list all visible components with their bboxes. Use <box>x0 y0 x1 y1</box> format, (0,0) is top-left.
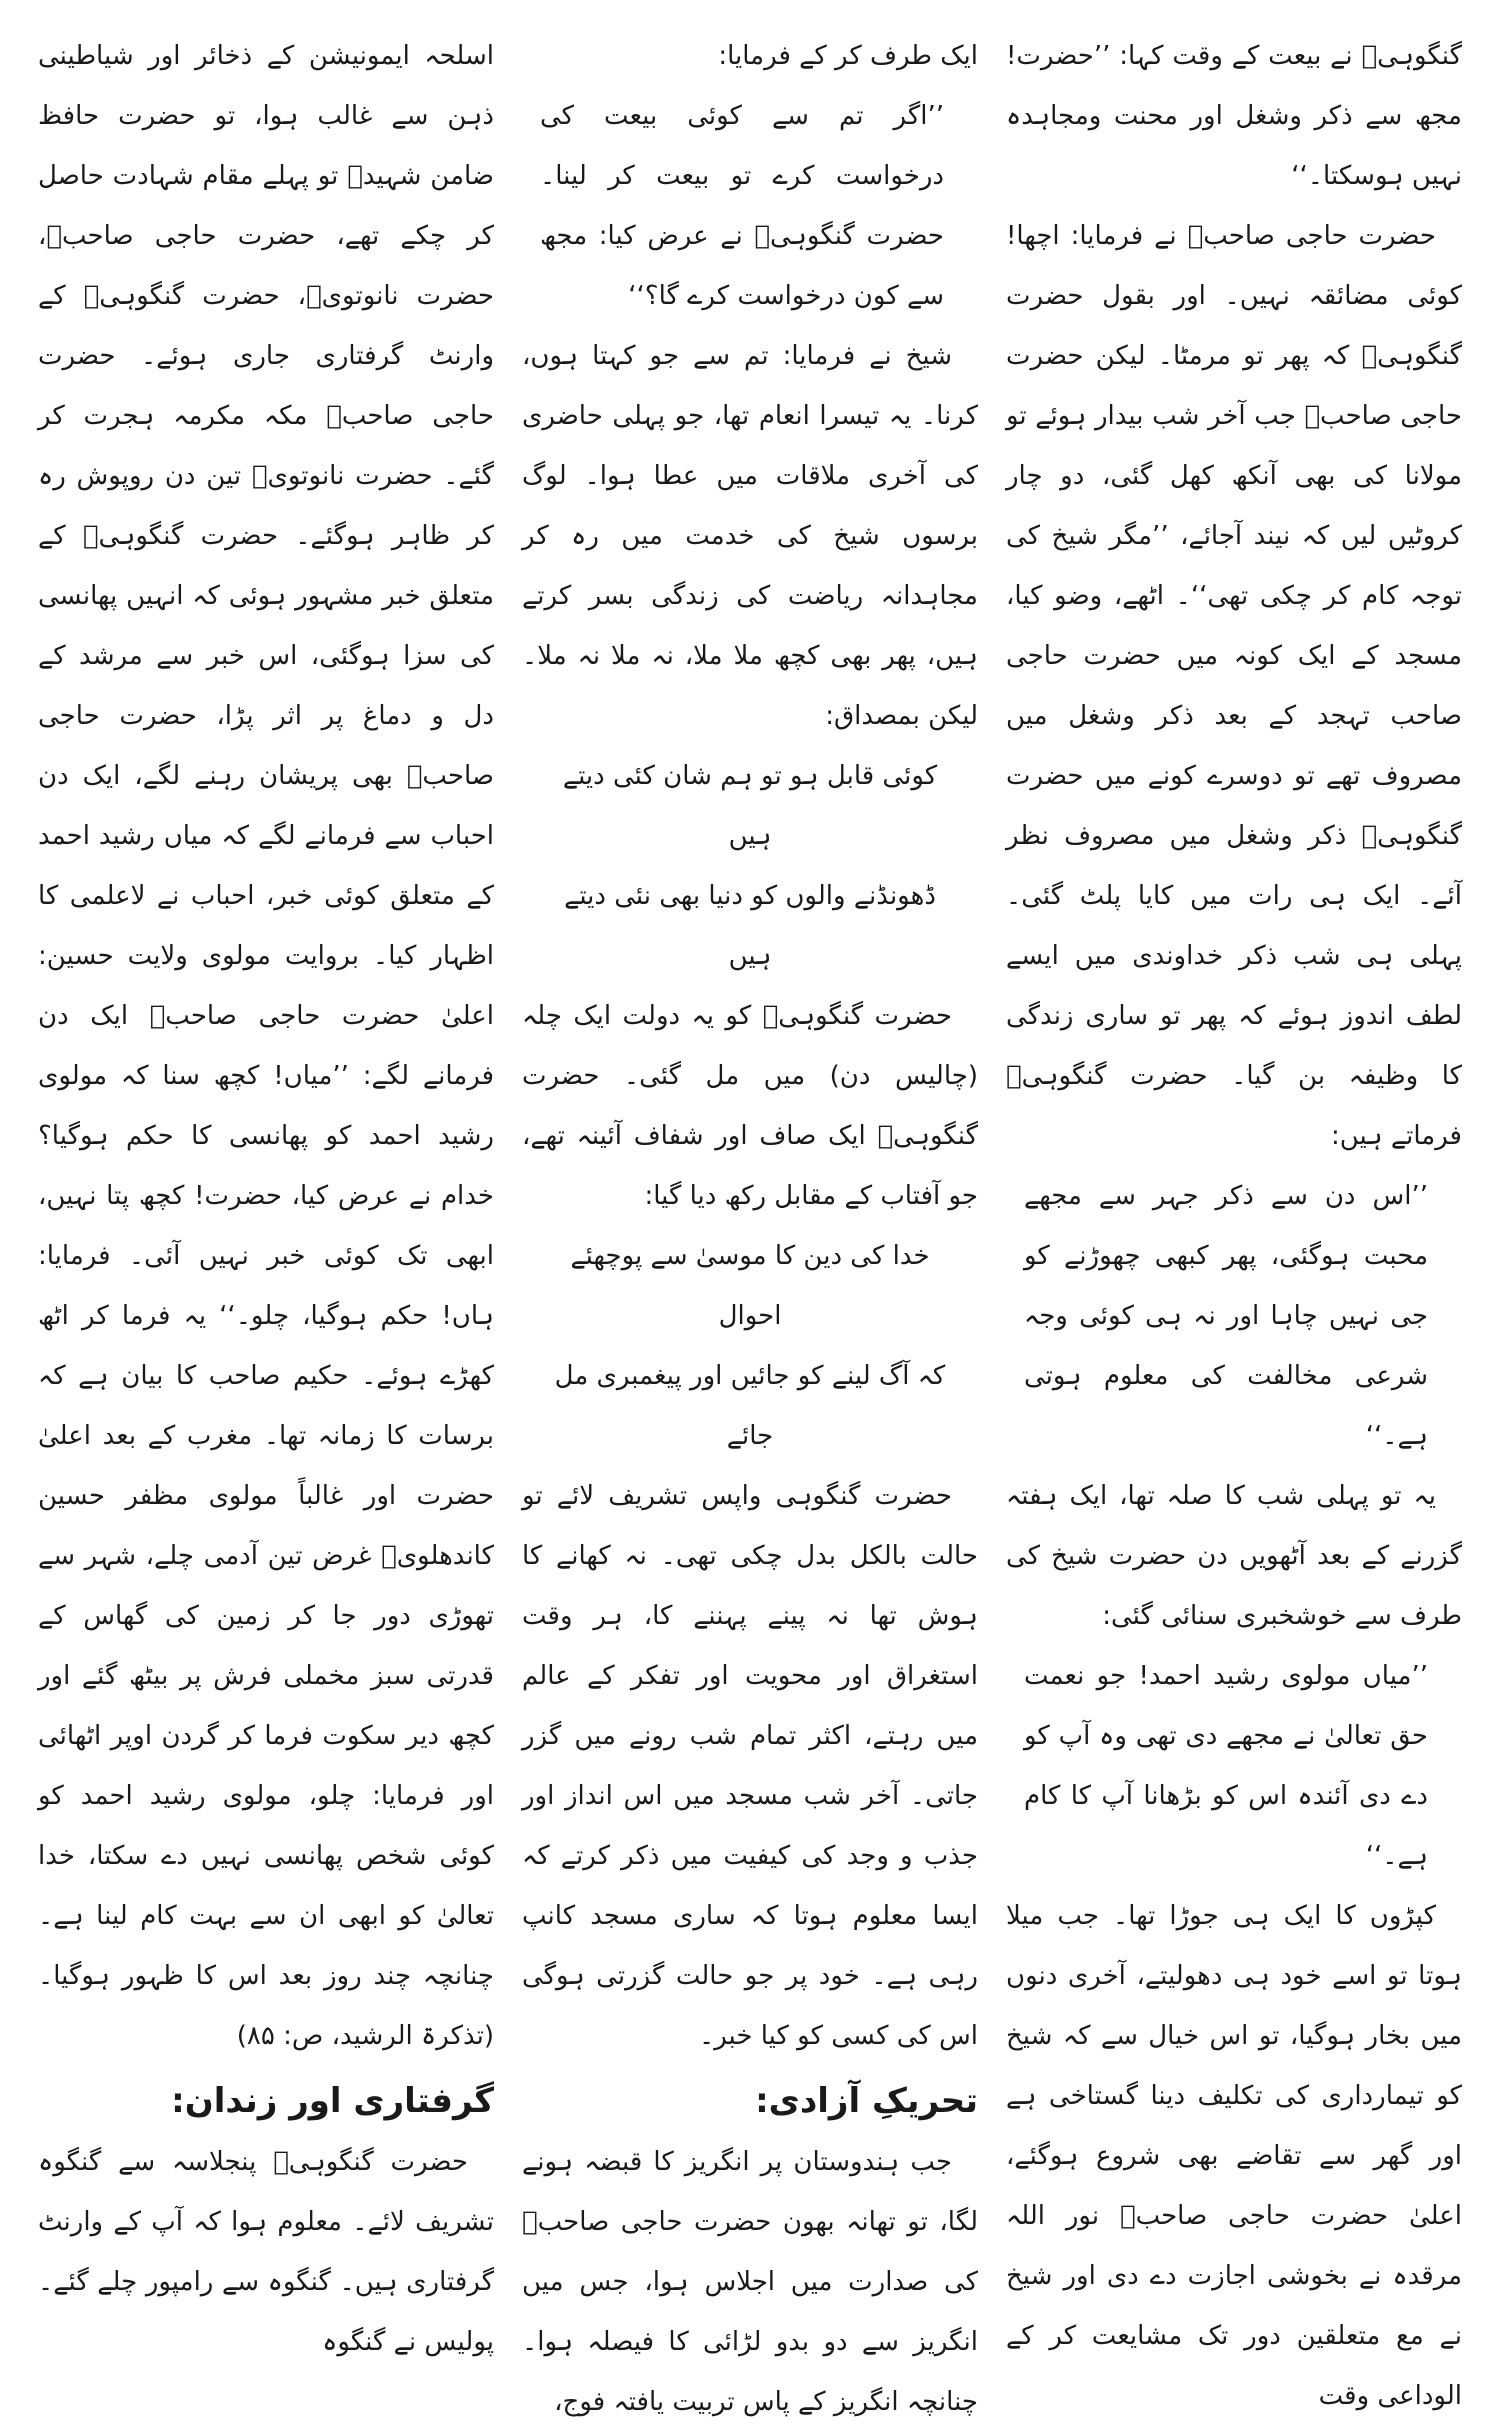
paragraph: کپڑوں کا ایک ہی جوڑا تھا۔ جب میلا ہوتا تو اسے خود ہی دھولیتے، آخری دنوں میں بخار ہوگیا، تو اس خیال سے کہ شیخ کو تیمارداری کی تکلیف دینا گستاخی ہے اور گھر سے تقاضے بھی شروع ہوگئے، اعلیٰ حضرت حاجی صاحبؒ نور اللہ مرقدہ نے بخوشی اجازت دے دی اور شیخ نے مع متعلقین دور تک مشایعت کر کے الوداعی وقت <box>1006 1901 1462 2411</box>
paragraph: حضرت گنگوہی واپس تشریف لائے تو حالت بالکل بدل چکی تھی۔ نہ کھانے کا ہوش تھا نہ پینے پہننے کا، ہر وقت استغراق اور محویت اور تفکر کے عالم میں رہتے، اکثر تمام شب رونے میں گزر جاتی۔ آخر شب مسجد میں اس انداز اور جذب و وجد کی کیفیت میں ذکر کرتے کہ ایسا معلوم ہوتا کہ ساری مسجد کانپ رہی ہے۔ خود پر جو حالت گزرتی ہوگی اس کی کسی کو کیا خبر۔ <box>522 1481 978 2051</box>
column-middle <box>508 26 992 2417</box>
paragraph: شیخ نے فرمایا: تم سے جو کہتا ہوں، کرنا۔ یہ تیسرا انعام تھا، جو پہلی حاضری کی آخری ملاقات میں عطا ہوا۔ لوگ برسوں شیخ کی خدمت میں رہ کر مجاہدانہ ریاضت کی زندگی بسر کرتے ہیں، پھر بھی کچھ ملا ملا، نہ ملا نہ ملا۔ لیکن بمصداق: <box>522 341 978 731</box>
section-heading: گرفتاری اور زندان: <box>171 2081 494 2121</box>
paragraph: حضرت حاجی صاحبؒ نے فرمایا: اچھا! کوئی مضائقہ نہیں۔ اور بقول حضرت گنگوہیؒ کہ پھر تو مرمٹا۔ لیکن حضرت حاجی صاحبؒ جب آخر شب بیدار ہوئے تو مولانا کی بھی آنکھ کھل گئی، دو چار کروٹیں لیں کہ نیند آجائے، ’’مگر شیخ کی توجہ کام کر چکی تھی‘‘۔ اٹھے، وضو کیا، مسجد کے ایک کونہ میں حضرت حاجی صاحب تہجد کے بعد ذکر وشغل میں مصروف تھے تو دوسرے کونے میں حضرت گنگوہیؒ ذکر وشغل میں مصروف نظر آئے۔ ایک ہی رات میں کایا پلٹ گئی۔ پہلی ہی شب ذکر خداوندی میں ایسے لطف اندوز ہوئے کہ پھر تو ساری زندگی کا وظیفہ بن گیا۔ حضرت گنگوہیؒ فرماتے ہیں: <box>1006 221 1462 1151</box>
verse-line: کوئی قابل ہو تو ہم شان کئی دیتے ہیں <box>562 761 938 851</box>
paragraph: ایک طرف کر کے فرمایا: <box>718 41 978 71</box>
block-quote: ’’اگر تم سے کوئی بیعت کی درخواست کرے تو بیعت کر لینا۔ حضرت گنگوہیؒ نے عرض کیا: مجھ سے کون درخواست کرے گا؟‘‘ <box>540 101 944 311</box>
block-quote: ’’اس دن سے ذکر جہر سے مجھے محبت ہوگئی، پھر کبھی چھوڑنے کو جی نہیں چاہا اور نہ ہی کوئی وجہ شرعی مخالفت کی معلوم ہوتی ہے۔‘‘ <box>1024 1181 1428 1451</box>
paragraph: حضرت گنگوہیؒ پنجلاسہ سے گنگوہ تشریف لائے۔ معلوم ہوا کہ آپ کے وارنٹ گرفتاری ہیں۔ گنگوہ سے رامپور چلے گئے۔ پولیس نے گنگوہ <box>38 2147 494 2357</box>
column-right <box>992 26 1476 2411</box>
paragraph: اسلحہ ایمونیشن کے ذخائر اور شیاطینی ذہن سے غالب ہوا، تو حضرت حافظ ضامن شہیدؒ تو پہلے مقام شہادت حاصل کر چکے تھے، حضرت حاجی صاحبؒ، حضرت نانوتویؒ، حضرت گنگوہیؒ کے وارنٹ گرفتاری جاری ہوئے۔ حضرت حاجی صاحبؒ مکہ مکرمہ ہجرت کر گئے۔ حضرت نانوتویؒ تین دن روپوش رہ کر ظاہر ہوگئے۔ حضرت گنگوہیؒ کے متعلق خبر مشہور ہوئی کہ انہیں پھانسی کی سزا ہوگئی، اس خبر سے مرشد کے دل و دماغ پر اثر پڑا، حضرت حاجی صاحبؒ بھی پریشان رہنے لگے، ایک دن احباب سے فرمانے لگے کہ میاں رشید احمد کے متعلق کوئی خبر، احباب نے لاعلمی کا اظہار کیا۔ بروایت مولوی ولایت حسین: اعلیٰ حضرت حاجی صاحبؒ ایک دن فرمانے لگے: ’’میاں! کچھ سنا کہ مولوی رشید احمد کو پھانسی کا حکم ہوگیا؟ خدام نے عرض کیا، حضرت! کچھ پتا نہیں، ابھی تک کوئی خبر نہیں آئی۔ فرمایا: ہاں! حکم ہوگیا، چلو۔‘‘ یہ فرما کر اٹھ کھڑے ہوئے۔ حکیم صاحب کا بیان ہے کہ برسات کا زمانہ تھا۔ مغرب کے بعد اعلیٰ حضرت اور غالباً مولوی مظفر حسین کاندھلویؒ غرض تین آدمی چلے، شہر سے تھوڑی دور جا کر زمین کی گھاس کے قدرتی سبز مخملی فرش پر بیٹھ گئے اور کچھ دیر سکوت فرما کر گردن اوپر اٹھائی اور فرمایا: چلو، مولوی رشید احمد کو کوئی شخص پھانسی نہیں دے سکتا، خدا تعالیٰ کو ابھی ان سے بہت کام لینا ہے۔ چنانچہ چند روز بعد اس کا ظہور ہوگیا۔ (تذکرۃ الرشید، ص: ۸۵) <box>38 41 494 2051</box>
block-quote: ’’میاں مولوی رشید احمد! جو نعمت حق تعالیٰ نے مجھے دی تھی وہ آپ کو دے دی آئندہ اس کو بڑھانا آپ کا کام ہے۔‘‘ <box>1024 1661 1428 1871</box>
verse-line: ڈھونڈنے والوں کو دنیا بھی نئی دیتے ہیں <box>564 881 936 971</box>
paragraph: یہ تو پہلی شب کا صلہ تھا، ایک ہفتہ گزرنے کے بعد آٹھویں دن حضرت شیخ کی طرف سے خوشخبری سنائی گئی: <box>1006 1481 1462 1631</box>
paragraph: حضرت گنگوہیؒ کو یہ دولت ایک چلہ (چالیس دن) میں مل گئی۔ حضرت گنگوہیؒ ایک صاف اور شفاف آئینہ تھے، جو آفتاب کے مقابل رکھ دیا گیا: <box>522 1001 978 1211</box>
verse-line: خدا کی دین کا موسیٰ سے پوچھئے احوال <box>570 1241 930 1331</box>
paragraph: جب ہندوستان پر انگریز کا قبضہ ہونے لگا، تو تھانہ بھون حضرت حاجی صاحبؒ کی صدارت میں اجلاس ہوا، جس میں انگریز سے دو بدو لڑائی کا فیصلہ ہوا۔ چنانچہ انگریز کے پاس تربیت یافتہ فوج، <box>522 2147 978 2417</box>
paragraph: گنگوہیؒ نے بیعت کے وقت کہا: ’’حضرت! مجھ سے ذکر وشغل اور محنت ومجاہدہ نہیں ہوسکتا۔‘‘ <box>1006 41 1462 191</box>
section-heading: تحریکِ آزادی: <box>755 2081 978 2121</box>
column-left <box>24 26 508 2357</box>
verse-line: کہ آگ لینے کو جائیں اور پیغمبری مل جائے <box>554 1361 946 1451</box>
